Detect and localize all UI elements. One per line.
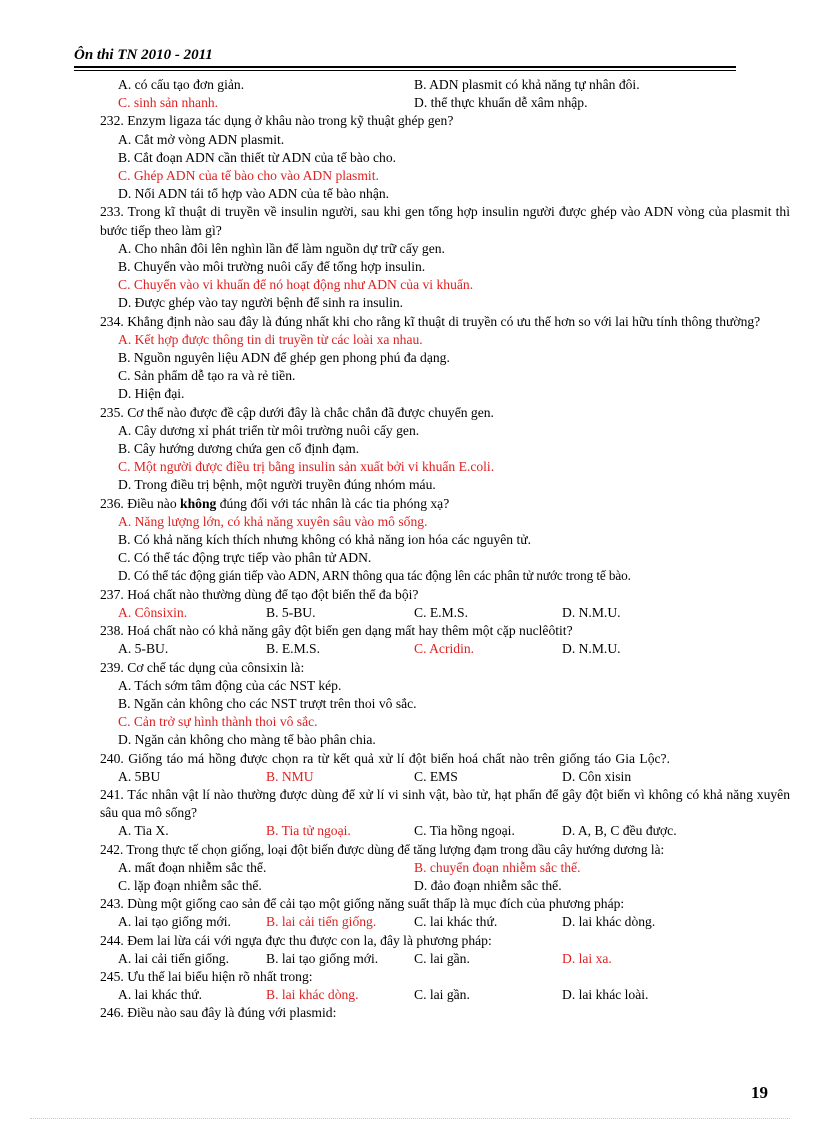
answer-option: D. đảo đoạn nhiễm sắc thể. [414, 877, 562, 893]
footer-divider [30, 1118, 790, 1119]
answer-row [100, 604, 790, 622]
question-text: 238. Hoá chất nào có khả năng gây đột biến gen dạng mất hay thêm một cặp nuclêôtit? [100, 623, 573, 639]
correct-answer: B. lai khác dòng. [266, 987, 359, 1003]
answer-option: A. Tách sớm tâm động của các NST kép. [118, 677, 342, 693]
answer-row [100, 986, 790, 1004]
answer-option: D. Ngăn cản không cho màng tế bào phân chia. [118, 732, 376, 748]
correct-answer: B. lai cải tiến giống. [266, 914, 377, 930]
answer-row [100, 94, 790, 112]
question-text: 241. Tác nhân vật lí nào thường được dùng để xử lí vi sinh vật, bào tử, hạt phấn để gây đột biến vì không có khả năng xuyên sâu qua mô sống? [100, 786, 790, 821]
answer-row [100, 877, 790, 895]
answer-row [100, 768, 790, 786]
answer-option: B. Có khả năng kích thích nhưng không có khả năng ion hóa các nguyên tử. [118, 532, 532, 548]
answer-option: A. Cắt mở vòng ADN plasmit. [118, 131, 285, 147]
question-text: 237. Hoá chất nào thường dùng để tạo đột biến thể đa bội? [100, 586, 419, 602]
question-text: 240. Giống táo má hồng được chọn ra từ kết quả xử lí đột biến hoá chất nào trên giống táo Gia Lộc?. [100, 750, 670, 766]
correct-answer: B. NMU [266, 768, 314, 784]
answer-row [100, 640, 790, 658]
header-rule-thick [74, 66, 736, 68]
correct-answer: A. Kết hợp được thông tin di truyền từ các loài xa nhau. [118, 331, 423, 347]
answer-row [100, 76, 790, 94]
correct-answer: B. Tia tử ngoại. [266, 823, 351, 839]
answer-option: D. Hiện đại. [118, 386, 185, 402]
answer-option: B. E.M.S. [266, 641, 321, 657]
answer-option: D. lai khác dòng. [562, 914, 656, 930]
answer-option: B. lai tạo giống mới. [266, 950, 379, 966]
answer-option: D. Nối ADN tái tổ hợp vào ADN của tế bào nhận. [118, 186, 390, 202]
answer-option: C. Có thể tác động trực tiếp vào phân tử ADN. [118, 550, 372, 566]
answer-option: B. Nguồn nguyên liệu ADN để ghép gen phong phú đa dạng. [118, 350, 450, 366]
answer-option: A. Cây dương xỉ phát triển từ môi trường nuôi cấy gen. [118, 422, 420, 438]
correct-answer: C. Một người được điều trị bằng insulin sản xuất bởi vi khuẩn E.coli. [118, 459, 495, 475]
answer-option: B. Cây hướng dương chứa gen cố định đạm. [118, 441, 360, 457]
answer-option: C. Tia hồng ngoại. [414, 823, 515, 839]
correct-answer: B. chuyển đoạn nhiễm sắc thể. [414, 859, 581, 875]
answer-option: B. Ngăn cản không cho các NST trượt trên thoi vô sắc. [118, 695, 417, 711]
answer-option: D. lai khác loài. [562, 987, 649, 1003]
question-text: 246. Điều nào sau đây là đúng với plasmid: [100, 1005, 337, 1021]
answer-option: D. Côn xisin [562, 768, 632, 784]
answer-option: C. Sản phẩm dễ tạo ra và rẻ tiền. [118, 368, 296, 384]
question-text: 242. Trong thực tế chọn giống, loại đột biến được dùng để tăng lượng đạm trong dầu cây hướng dương là: [100, 841, 665, 857]
question-text-part: 236. Điều nào [100, 495, 181, 511]
answer-option: B. Chuyển vào môi trường nuôi cấy để tổng hợp insulin. [118, 259, 426, 275]
answer-option: A. Cho nhân đôi lên nghìn lần để làm nguồn dự trữ cấy gen. [118, 240, 445, 256]
answer-option: D. thể thực khuẩn dễ xâm nhập. [414, 95, 588, 111]
answer-option: D. A, B, C đều được. [562, 823, 677, 839]
answer-option: C. lai gần. [414, 987, 470, 1003]
answer-option: A. lai tạo giống mới. [118, 914, 231, 930]
question-text: 244. Đem lai lừa cái với ngựa đực thu được con la, đây là phương pháp: [100, 932, 492, 948]
question-list [100, 76, 790, 1023]
question-text: 245. Ưu thế lai biểu hiện rõ nhất trong: [100, 968, 313, 984]
answer-option: A. lai khác thứ. [118, 987, 202, 1003]
answer-option: C. EMS [414, 768, 458, 784]
answer-option: C. lai khác thứ. [414, 914, 498, 930]
answer-row [100, 822, 790, 840]
answer-option: C. lặp đoạn nhiễm sắc thể. [118, 877, 262, 893]
answer-option: C. E.M.S. [414, 604, 469, 620]
question-text [100, 495, 790, 513]
answer-option: A. có cấu tạo đơn giản. [118, 77, 245, 92]
page-header-title: Ôn thi TN 2010 - 2011 [74, 47, 213, 63]
answer-option: A. mất đoạn nhiễm sắc thể. [118, 859, 267, 875]
correct-answer: D. lai xa. [562, 950, 612, 966]
correct-answer: C. Cản trở sự hình thành thoi vô sắc. [118, 714, 318, 730]
answer-option: D. N.M.U. [562, 641, 621, 657]
answer-option: B. Cắt đoạn ADN cần thiết từ ADN của tế bào cho. [118, 149, 397, 165]
correct-answer: C. Chuyển vào vi khuẩn để nó hoạt động như ADN của vi khuẩn. [118, 277, 474, 293]
question-text: 232. Enzym ligaza tác dụng ở khâu nào trong kỹ thuật ghép gen? [100, 113, 454, 129]
answer-option: D. Được ghép vào tay người bệnh để sinh ra insulin. [118, 295, 404, 311]
header-rule-thin [74, 70, 736, 71]
page-number: 19 [751, 1083, 768, 1102]
answer-option: C. lai gần. [414, 950, 470, 966]
correct-answer: C. Ghép ADN của tế bào cho vào ADN plasmit. [118, 168, 379, 184]
question-text: 243. Dùng một giống cao sản để cải tạo một giống năng suất thấp là mục đích của phương pháp: [100, 896, 625, 912]
question-text-part: đúng đối với tác nhân là các tia phóng xạ? [216, 495, 450, 511]
correct-answer: A. Cônsixin. [118, 604, 188, 620]
question-text: 239. Cơ chế tác dụng của cônsixin là: [100, 659, 305, 675]
answer-option: A. 5-BU. [118, 641, 169, 657]
answer-option: A. 5BU [118, 768, 161, 784]
answer-option: D. N.M.U. [562, 604, 621, 620]
answer-option: D. Có thể tác động gián tiếp vào ADN, ARN thông qua tác động lên các phân tử nước trong tế bào. [118, 568, 631, 584]
answer-option: A. lai cải tiến giống. [118, 950, 229, 966]
answer-option: D. Trong điều trị bệnh, một người truyền đúng nhóm máu. [118, 477, 436, 493]
correct-answer: C. sinh sản nhanh. [118, 95, 219, 111]
question-text: 233. Trong kĩ thuật di truyền về insulin người, sau khi gen tổng hợp insulin người được ghép vào ADN vòng của plasmit thì bước tiếp theo làm gì? [100, 204, 790, 238]
answer-option: B. ADN plasmit có khả năng tự nhân đôi. [414, 77, 640, 92]
question-text: 235. Cơ thể nào được đề cập dưới đây là chắc chắn đã được chuyển gen. [100, 404, 494, 420]
correct-answer: A. Năng lượng lớn, có khả năng xuyên sâu vào mô sống. [118, 513, 428, 529]
answer-option: B. 5-BU. [266, 604, 316, 620]
answer-row [100, 950, 790, 968]
emphasis-not: không [180, 495, 217, 511]
correct-answer: C. Acridin. [414, 641, 475, 657]
answer-row [100, 859, 790, 877]
answer-option: A. Tia X. [118, 823, 169, 839]
question-text: 234. Khẳng định nào sau đây là đúng nhất khi cho rằng kĩ thuật di truyền có ưu thế hơn so với lai hữu tính thông thường? [100, 313, 761, 329]
answer-row [100, 913, 790, 931]
